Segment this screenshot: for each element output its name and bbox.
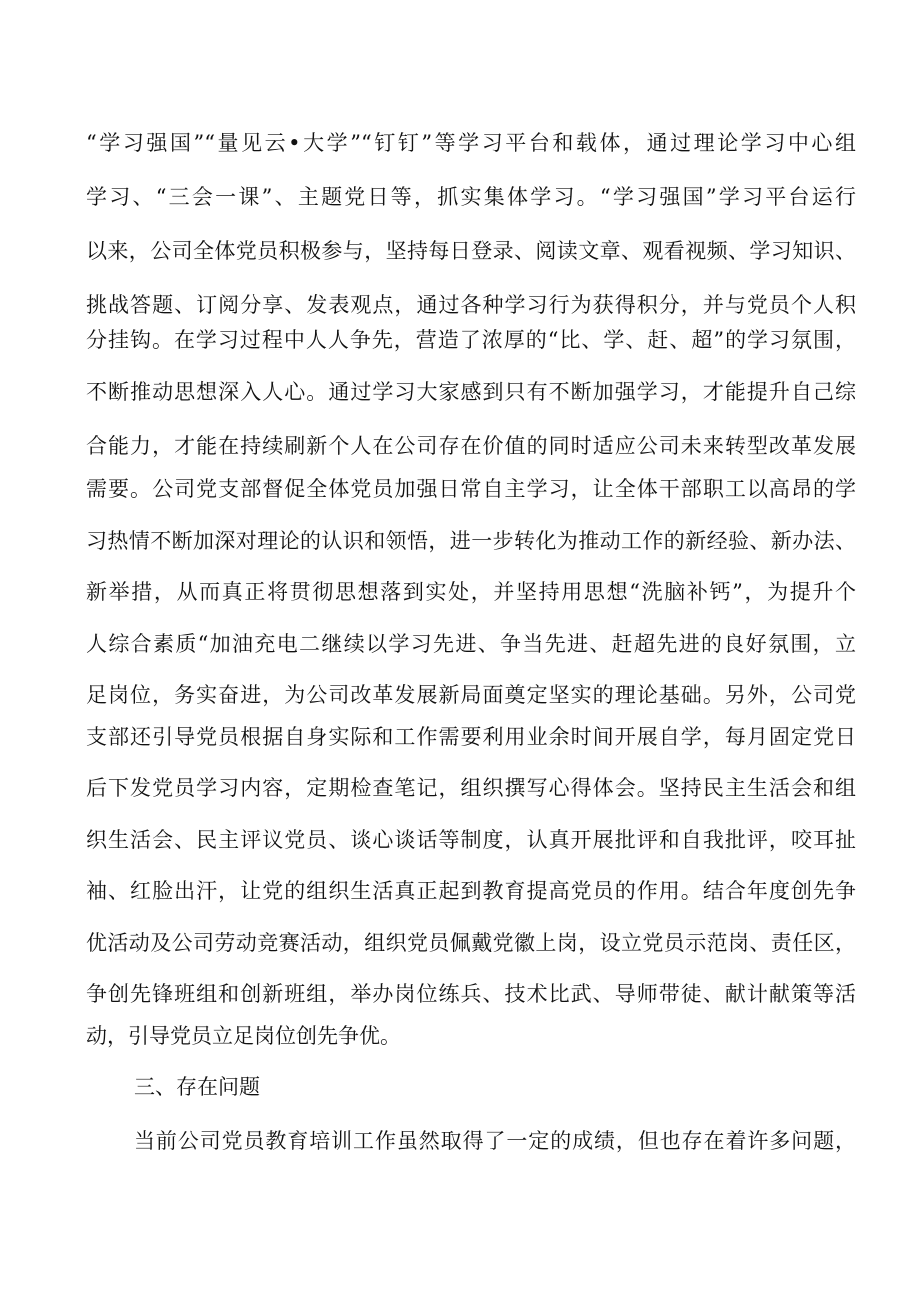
paragraph-line: 动，引导党员立足岗位创先争优。 bbox=[86, 1024, 401, 1048]
section-heading: 三、存在问题 bbox=[134, 1075, 260, 1099]
paragraph-line: 袖、红脸出汗，让党的组织生活真正起到教育提高党员的作用。结合年度创先争 bbox=[86, 879, 856, 903]
paragraph-line: 当前公司党员教育培训工作虽然取得了一定的成绩，但也存在着许多问题， bbox=[134, 1129, 856, 1153]
paragraph-line: 学习、“三会一课”、主题党日等，抓实集体学习。“学习强国”学习平台运行 bbox=[86, 185, 856, 209]
paragraph-line: 不断推动思想深入人心。通过学习大家感到只有不断加强学习，才能提升自己综 bbox=[86, 380, 856, 404]
paragraph-line: 后下发党员学习内容，定期检查笔记，组织撰写心得体会。坚持民主生活会和组 bbox=[86, 776, 856, 800]
paragraph-line: 新举措，从而真正将贯彻思想落到实处，并坚持用思想“洗脑补钙”，为提升个 bbox=[86, 580, 856, 604]
paragraph-line: 挑战答题、订阅分享、发表观点，通过各种学习行为获得积分，并与党员个人积 bbox=[86, 293, 856, 317]
paragraph-line: 合能力，才能在持续刷新个人在公司存在价值的同时适应公司未来转型改革发展 bbox=[86, 434, 856, 458]
paragraph-line: 人综合素质“加油充电二继续以学习先进、争当先进、赶超先进的良好氛围，立 bbox=[86, 632, 856, 656]
paragraph-line: 习热情不断加深对理论的认识和领悟，进一步转化为推动工作的新经验、新办法、 bbox=[86, 529, 856, 553]
paragraph-line: 支部还引导党员根据自身实际和工作需要利用业余时间开展自学，每月固定党日 bbox=[86, 725, 856, 749]
paragraph-line: 需要。公司党支部督促全体党员加强日常自主学习，让全体干部职工以高昂的学 bbox=[86, 477, 856, 501]
paragraph-line: 织生活会、民主评议党员、谈心谈话等制度，认真开展批评和自我批评，咬耳扯 bbox=[86, 828, 856, 852]
paragraph-line: “学习强国”“量见云•大学”“钉钉”等学习平台和载体，通过理论学习中心组 bbox=[86, 131, 856, 155]
paragraph-line: 分挂钩。在学习过程中人人争先，营造了浓厚的“比、学、赶、超”的学习氛围， bbox=[86, 328, 856, 352]
paragraph-line: 以来，公司全体党员积极参与，坚持每日登录、阅读文章、观看视频、学习知识、 bbox=[86, 239, 856, 263]
paragraph-line: 争创先锋班组和创新班组，举办岗位练兵、技术比武、导师带徒、献计献策等活 bbox=[86, 982, 856, 1006]
paragraph-line: 足岗位，务实奋进，为公司改革发展新局面奠定坚实的理论基础。另外，公司党 bbox=[86, 683, 856, 707]
paragraph-line: 优活动及公司劳动竞赛活动，组织党员佩戴党徽上岗，设立党员示范岗、责任区， bbox=[86, 931, 856, 955]
